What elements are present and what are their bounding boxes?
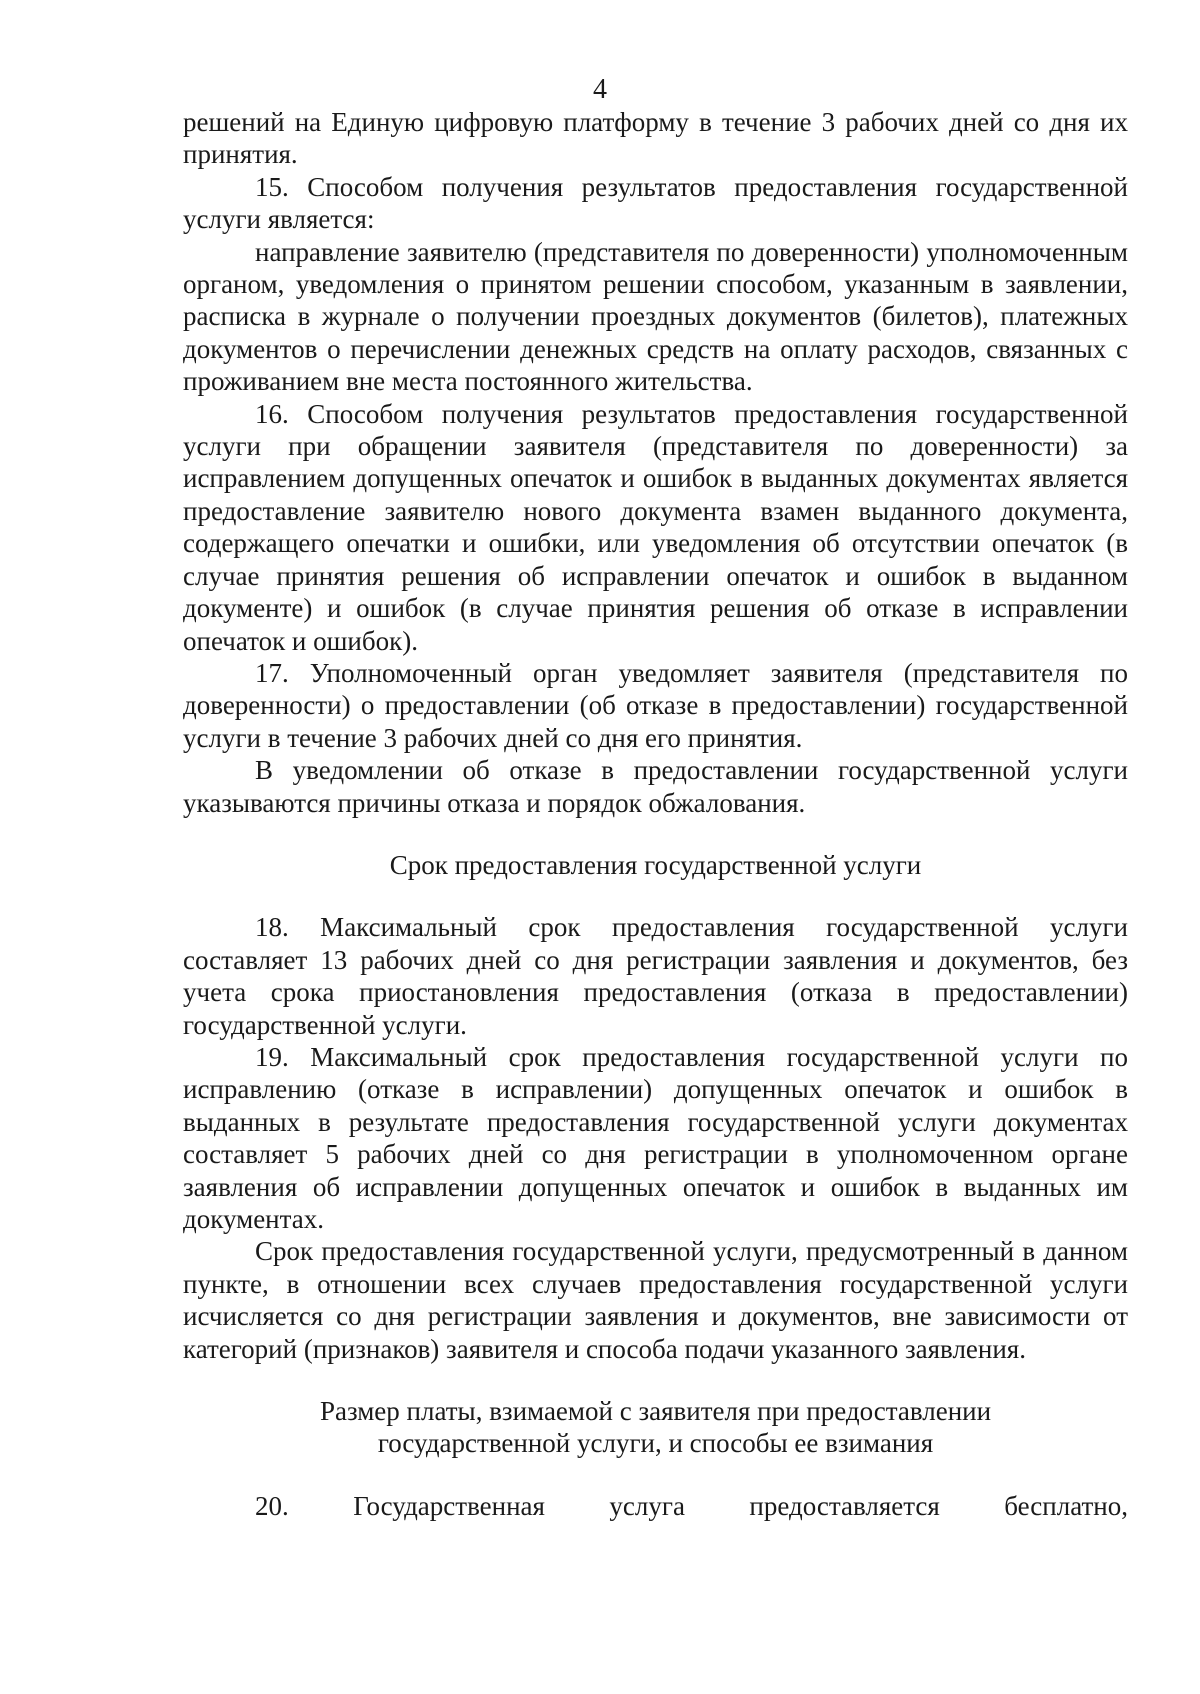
document-body [183, 106, 1128, 1522]
section-heading-fee-line-2: государственной услуги, и способы ее взимания [377, 1428, 934, 1459]
paragraph-19-term: Срок предоставления государственной услуги, предусмотренный в данном пункте, в отношении всех случаев предоставления государственной услуги исчисляется со дня регистрации заявления и документов, вне зависимости от категорий (признаков) заявителя и способа подачи указанного заявления. [183, 1236, 1128, 1364]
section-heading-fee-line-1: Размер платы, взимаемой с заявителя при предоставлении [319, 1396, 992, 1427]
paragraph-19: 19. Максимальный срок предоставления государственной услуги по исправлению (отказе в исправлении) допущенных опечаток и ошибок в выданных в результате предоставления государственной услуги документах составляет 5 рабочих дней со дня регистрации в уполномоченном органе заявления об исправлении допущенных опечаток и ошибок в выданных им документах. [183, 1041, 1128, 1234]
section-heading-term: Срок предоставления государственной услуги [389, 849, 922, 880]
section-heading-fee [183, 1395, 1128, 1460]
page-number: 4 [593, 74, 607, 105]
paragraph-16: 16. Способом получения результатов предоставления государственной услуги при обращении заявителя (представителя по доверенности) за исправлением допущенных опечаток и ошибок в выданных документах является предоставление заявителю нового документа взамен выданного документа, содержащего опечатки и ошибки, или уведомления об отсутствии опечаток (в случае принятия решения об исправлении опечаток и ошибок в выданном документе) и ошибок (в случае принятия решения об отказе в исправлении опечаток и ошибок). [183, 398, 1128, 656]
paragraph-18: 18. Максимальный срок предоставления государственной услуги составляет 13 рабочих дней со дня регистрации заявления и документов, без учета срока приостановления предоставления (отказа в предоставлении) государственной услуги. [183, 912, 1128, 1040]
paragraph-15-item: направление заявителю (представителя по доверенности) уполномоченным органом, уведомления о принятом решении способом, указанным в заявлении, расписка в журнале о получении проездных документов (билетов), платежных документов о перечислении денежных средств на оплату расходов, связанных с проживанием вне места постоянного жительства. [183, 236, 1128, 397]
paragraph-17-notice: В уведомлении об отказе в предоставлении государственной услуги указываются причины отказа и порядок обжалования. [183, 755, 1128, 818]
paragraph-20: 20. Государственная услуга предоставляется бесплатно, [255, 1490, 1128, 1521]
paragraph-15: 15. Способом получения результатов предоставления государственной услуги является: [183, 171, 1128, 235]
paragraph-17: 17. Уполномоченный орган уведомляет заявителя (представителя по доверенности) о предоставлении (об отказе в предоставлении) государственной услуги в течение 3 рабочих дней со дня его принятия. [183, 657, 1128, 753]
paragraph-14-continuation: решений на Единую цифровую платформу в течение 3 рабочих дней со дня их принятия. [183, 107, 1128, 170]
